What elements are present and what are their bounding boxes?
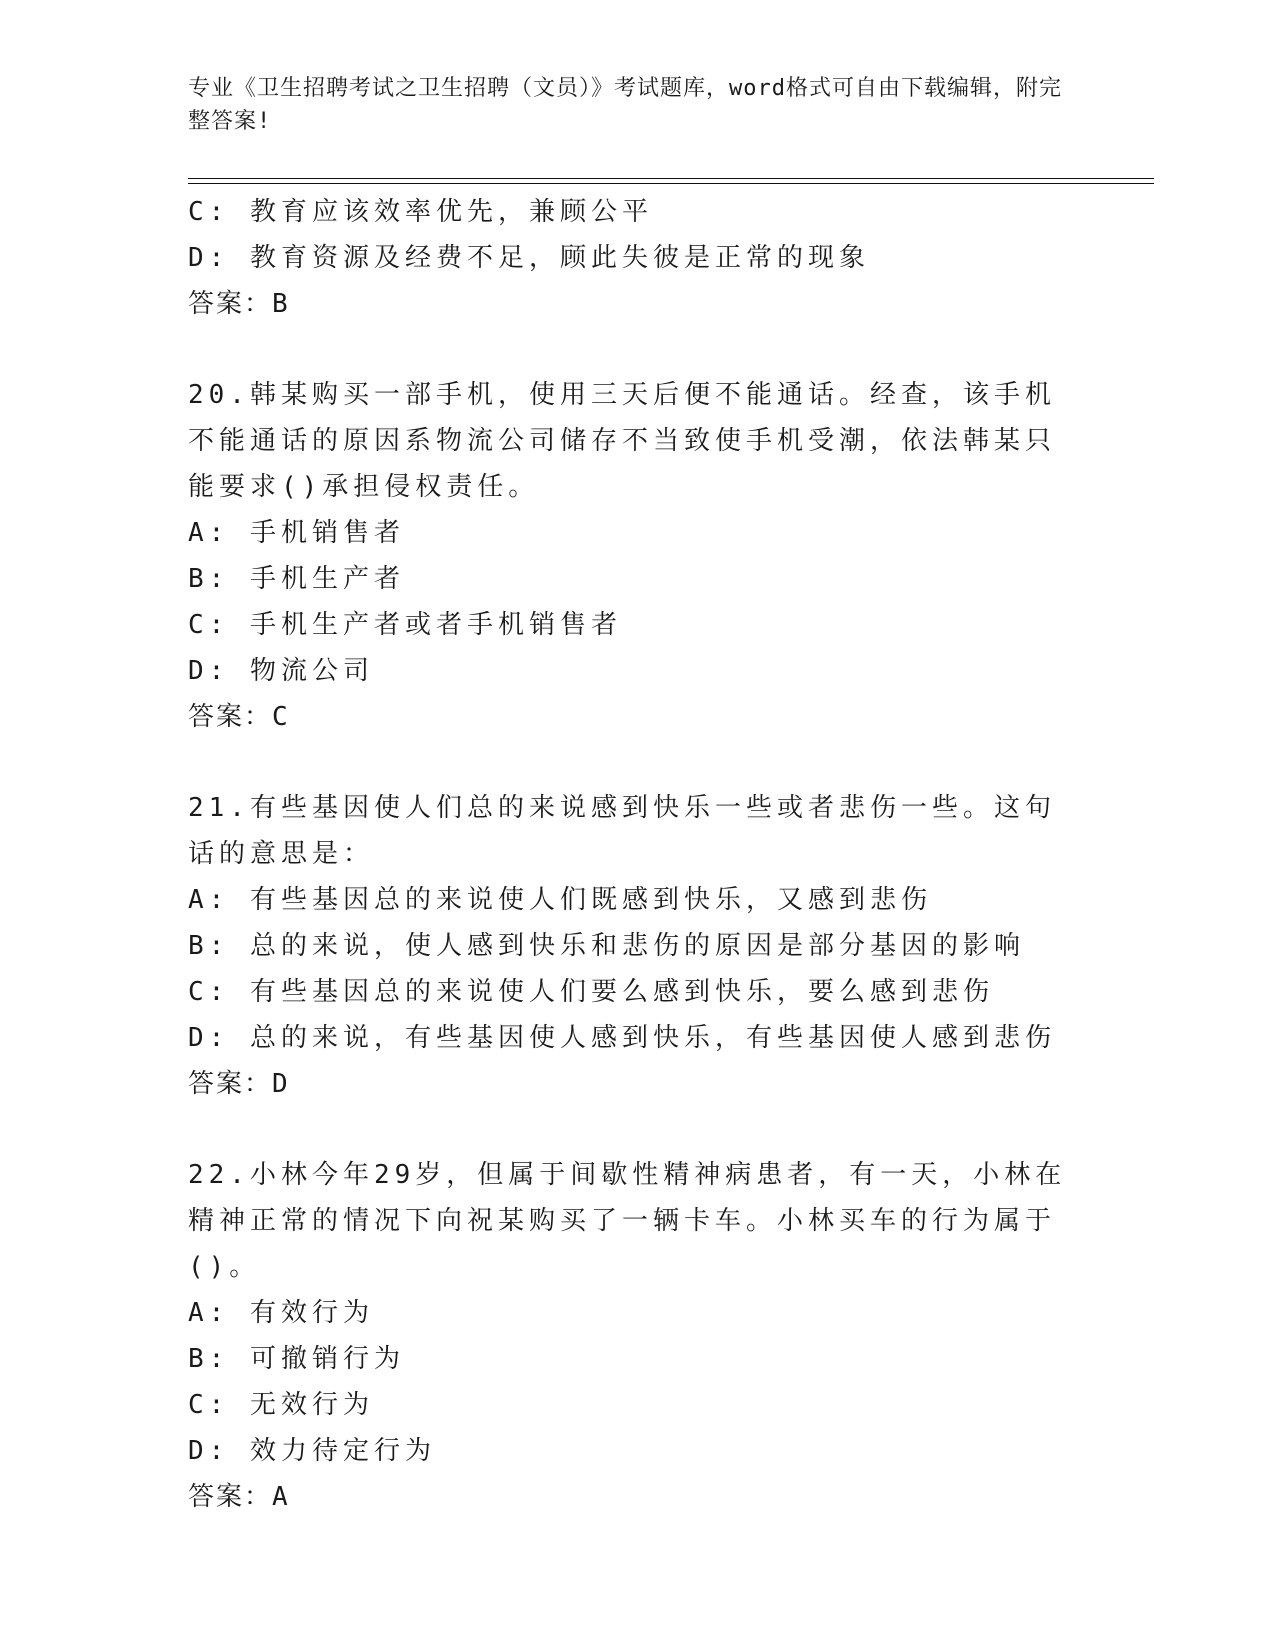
answer-line: 答案：B [188,289,290,319]
header-divider-top [188,178,1154,179]
option-d: D: 效力待定行为 [188,1436,436,1466]
question-text: 21.有些基因使人们总的来说感到快乐一些或者悲伤一些。这句话的意思是： [188,793,1056,869]
option-c: C: 手机生产者或者手机销售者 [188,610,622,640]
option-d: D: 教育资源及经费不足，顾此失彼是正常的现象 [188,243,870,273]
header-divider-bottom [188,183,1154,184]
option-c: C: 教育应该效率优先，兼顾公平 [188,197,653,227]
option-c: C: 无效行为 [188,1390,374,1420]
option-d: D: 物流公司 [188,656,374,686]
option-a: A: 有效行为 [188,1298,374,1328]
option-a: A: 手机销售者 [188,518,405,548]
question-21 [188,785,1078,1107]
question-text: 20.韩某购买一部手机，使用三天后便不能通话。经查，该手机不能通话的原因系物流公司储存不当致使手机受潮，依法韩某只能要求()承担侵权责任。 [188,380,1057,502]
answer-line: 答案：D [188,1069,290,1099]
question-text: 22.小林今年29岁，但属于间歇性精神病患者，有一天，小林在精神正常的情况下向祝某购买了一辆卡车。小林买车的行为属于()。 [188,1160,1067,1282]
answer-line: 答案：C [188,702,290,732]
option-b: B: 总的来说，使人感到快乐和悲伤的原因是部分基因的影响 [188,931,1025,961]
option-b: B: 可撤销行为 [188,1344,405,1374]
option-b: B: 手机生产者 [188,564,405,594]
option-c: C: 有些基因总的来说使人们要么感到快乐，要么感到悲伤 [188,977,994,1007]
answer-line: 答案：A [188,1482,290,1512]
document-header: 专业《卫生招聘考试之卫生招聘（文员）》考试题库，word格式可自由下载编辑，附完整答案! [188,76,1062,134]
document-body [188,189,1078,1520]
option-a: A: 有些基因总的来说使人们既感到快乐，又感到悲伤 [188,885,932,915]
question-19-continuation [188,189,1078,327]
question-22 [188,1152,1078,1520]
question-20 [188,372,1078,740]
option-d: D: 总的来说，有些基因使人感到快乐，有些基因使人感到悲伤 [188,1023,1056,1053]
